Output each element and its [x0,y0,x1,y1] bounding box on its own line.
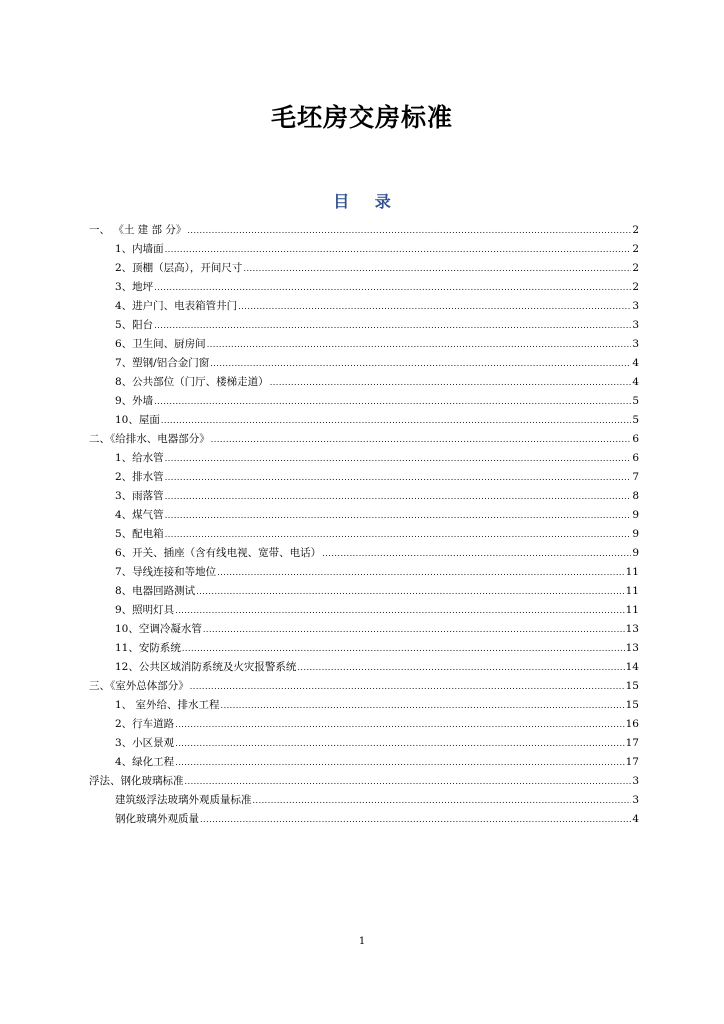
toc-leader-dots [165,240,632,259]
toc-entry[interactable] [89,753,639,772]
toc-entry[interactable] [89,411,639,430]
toc-entry-page: 4 [632,813,639,825]
toc-entry-label: 9、外墙 [115,395,154,407]
toc-entry-label: 5、配电箱 [115,528,164,540]
toc-entry-label: 12、公共区域消防系统及火灾报警系统 [115,661,297,673]
toc-entry-label: 6、开关、插座（含有线电视、宽带、电话） [115,547,322,559]
toc-entry-page: 11 [625,604,639,616]
toc-entry-label: 10、空调冷凝水管 [115,623,202,635]
toc-entry-label: 8、电器回路测试 [115,585,196,597]
toc-entry-label: 钢化玻璃外观质量 [115,813,199,825]
toc-entry-page: 8 [632,490,639,502]
toc-leader-dots [165,468,632,487]
toc-heading: 目 录 [333,192,401,211]
toc-entry-page: 11 [625,585,639,597]
toc-entry[interactable] [89,449,639,468]
toc-entry-label: 1、内墙面 [115,243,164,255]
toc-entry[interactable] [89,677,639,696]
toc-entry-label: 3、雨落管 [115,490,164,502]
document-title: 毛坯房交房标准 [270,103,453,132]
toc-entry[interactable] [89,392,639,411]
toc-entry[interactable] [89,582,639,601]
toc-entry[interactable] [89,734,639,753]
toc-leader-dots [182,639,625,658]
toc-leader-dots [175,715,624,734]
toc-entry[interactable] [89,221,639,240]
toc-entry[interactable] [89,715,639,734]
toc-leader-dots [154,278,631,297]
toc-leader-dots [238,297,631,316]
toc-entry-label: 9、照明灯具 [115,604,175,616]
toc-leader-dots [187,221,631,240]
table-of-contents [89,221,639,829]
toc-entry-page: 4 [632,357,639,369]
toc-leader-dots [190,677,625,696]
toc-entry-page: 5 [632,395,639,407]
toc-entry-label: 7、塑钢/铝合金门窗 [115,357,210,369]
toc-leader-dots [165,525,632,544]
toc-entry[interactable] [89,487,639,506]
toc-leader-dots [207,335,632,354]
toc-entry-page: 15 [625,699,639,711]
toc-entry[interactable] [89,506,639,525]
toc-entry-page: 2 [632,281,639,293]
toc-entry-page: 14 [625,661,639,673]
toc-entry-page: 9 [632,509,639,521]
toc-entry[interactable] [89,639,639,658]
toc-entry[interactable] [89,658,639,677]
toc-entry-page: 17 [625,756,639,768]
toc-entry[interactable] [89,772,639,791]
toc-entry-page: 5 [632,414,639,426]
toc-entry-page: 3 [632,338,639,350]
toc-leader-dots [243,259,631,278]
toc-entry-page: 7 [632,471,639,483]
toc-entry-page: 2 [632,262,639,274]
toc-entry-page: 13 [625,642,639,654]
toc-entry-label: 5、阳台 [115,319,154,331]
toc-entry-page: 6 [632,433,639,445]
toc-entry[interactable] [89,297,639,316]
toc-entry-page: 3 [632,319,639,331]
toc-entry-page: 9 [632,547,639,559]
toc-entry-label: 1、 室外给、排水工程 [115,699,220,711]
toc-entry[interactable] [89,373,639,392]
toc-entry-label: 三、《室外总体部分》 [89,680,189,692]
toc-leader-dots [185,772,632,791]
toc-entry[interactable] [89,430,639,449]
toc-entry-label: 6、卫生间、厨房间 [115,338,206,350]
toc-leader-dots [210,354,631,373]
toc-entry[interactable] [89,278,639,297]
toc-entry[interactable] [89,316,639,335]
toc-entry-page: 11 [625,566,639,578]
toc-leader-dots [165,506,632,525]
toc-entry[interactable] [89,696,639,715]
toc-leader-dots [221,696,625,715]
toc-leader-dots [253,791,632,810]
toc-entry-page: 13 [625,623,639,635]
toc-entry-page: 3 [632,794,639,806]
toc-entry[interactable] [89,468,639,487]
toc-entry-label: 4、绿化工程 [115,756,175,768]
toc-entry[interactable] [89,620,639,639]
toc-entry-label: 建筑级浮法玻璃外观质量标准 [115,794,252,806]
toc-entry-label: 11、安防系统 [115,642,181,654]
toc-entry-label: 4、进户门、电表箱管井门 [115,300,238,312]
toc-entry[interactable] [89,525,639,544]
toc-entry[interactable] [89,791,639,810]
toc-leader-dots [196,582,624,601]
page-number: 1 [358,936,366,947]
toc-leader-dots [154,392,631,411]
toc-entry-label: 3、地坪 [115,281,154,293]
toc-leader-dots [175,734,624,753]
toc-entry-page: 15 [625,680,639,692]
toc-entry-page: 16 [625,718,639,730]
toc-entry[interactable] [89,544,639,563]
toc-entry-page: 3 [632,300,639,312]
toc-entry-page: 17 [625,737,639,749]
toc-entry[interactable] [89,335,639,354]
toc-entry-page: 2 [632,224,639,236]
toc-entry-page: 2 [632,243,639,255]
toc-entry[interactable] [89,810,639,829]
toc-entry-label: 2、顶棚（层高），开间尺寸 [115,262,243,274]
toc-entry-label: 4、煤气管 [115,509,164,521]
toc-entry-label: 浮法、钢化玻璃标准 [89,775,184,787]
toc-leader-dots [161,411,631,430]
toc-leader-dots [154,316,631,335]
toc-entry-page: 4 [632,376,639,388]
toc-entry[interactable] [89,563,639,582]
toc-entry[interactable] [89,259,639,278]
toc-leader-dots [270,373,632,392]
toc-entry-label: 8、公共部位（门厅、楼梯走道） [115,376,269,388]
toc-entry-label: 3、小区景观 [115,737,175,749]
toc-leader-dots [217,563,624,582]
toc-entry-page: 3 [632,775,639,787]
toc-entry-page: 6 [632,452,639,464]
toc-leader-dots [203,620,625,639]
toc-entry[interactable] [89,354,639,373]
toc-entry-label: 2、行车道路 [115,718,175,730]
toc-entry-label: 10、屋面 [115,414,160,426]
toc-leader-dots [297,658,624,677]
toc-leader-dots [211,430,632,449]
toc-entry-label: 2、排水管 [115,471,164,483]
toc-leader-dots [175,753,624,772]
toc-entry-label: 1、给水管 [115,452,164,464]
toc-leader-dots [165,487,632,506]
toc-leader-dots [200,810,631,829]
toc-entry-label: 7、导线连接和等地位 [115,566,217,578]
toc-leader-dots [165,449,632,468]
toc-entry[interactable] [89,601,639,620]
toc-entry-label: 二、《给排水、电器部分》 [89,433,210,445]
toc-entry-page: 9 [632,528,639,540]
toc-leader-dots [322,544,631,563]
toc-entry[interactable] [89,240,639,259]
toc-entry-label: 一、 《土 建 部 分》 [89,224,187,236]
toc-leader-dots [175,601,624,620]
